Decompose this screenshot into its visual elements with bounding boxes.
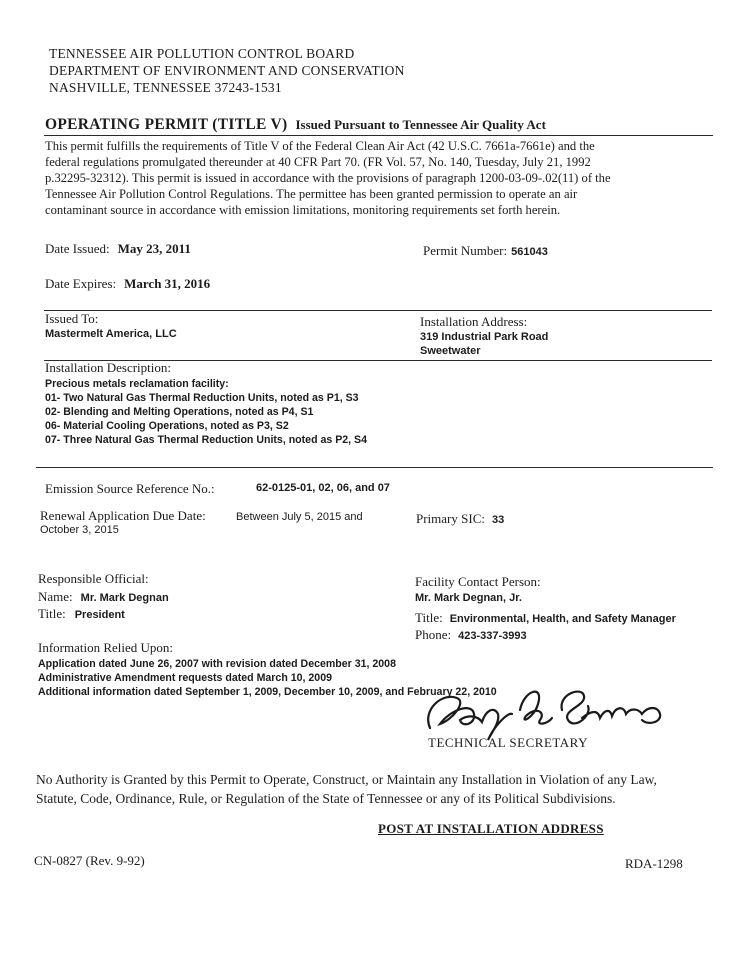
agency-name: TENNESSEE AIR POLLUTION CONTROL BOARD bbox=[49, 46, 355, 61]
information-relied-item: Administrative Amendment requests dated March 10, 2009 bbox=[38, 672, 332, 684]
authority-notice-line-1: No Authority is Granted by this Permit to Operate, Construct, or Maintain any Installation in Violation of any Law, bbox=[36, 772, 657, 787]
date-expires-value: March 31, 2016 bbox=[124, 276, 211, 291]
installation-item: 02- Blending and Melting Operations, noted as P4, S1 bbox=[45, 406, 314, 418]
intro-line-4: Tennessee Air Pollution Control Regulations. The permittee has been granted permission to operate an air bbox=[45, 187, 578, 201]
permit-number-label: Permit Number: bbox=[423, 243, 508, 258]
installation-description-title: Precious metals reclamation facility: bbox=[45, 378, 229, 390]
date-expires bbox=[45, 275, 210, 293]
post-notice: POST AT INSTALLATION ADDRESS bbox=[378, 821, 604, 836]
emission-source-value: 62-0125-01, 02, 06, and 07 bbox=[256, 482, 390, 494]
facility-contact-title bbox=[415, 609, 676, 627]
permit-title-sub: Issued Pursuant to Tennessee Air Quality Act bbox=[295, 117, 546, 132]
renewal-label: Renewal Application Due Date: bbox=[40, 508, 206, 523]
renewal-value-2: October 3, 2015 bbox=[40, 524, 119, 536]
intro-line-2: federal regulations promulgated thereunder at 40 CFR Part 70. (FR Vol. 57, No. 140, Tuesday, July 21, 1992 bbox=[45, 155, 591, 169]
form-number: CN-0827 (Rev. 9-92) bbox=[34, 853, 145, 868]
information-relied-item: Application dated June 26, 2007 with revision dated December 31, 2008 bbox=[38, 658, 396, 670]
name-label: Name: bbox=[38, 589, 73, 604]
issued-to-value: Mastermelt America, LLC bbox=[45, 328, 177, 340]
title-label: Title: bbox=[38, 606, 66, 621]
primary-sic bbox=[416, 510, 504, 528]
primary-sic-label: Primary SIC: bbox=[416, 511, 485, 526]
phone-value: 423-337-3993 bbox=[458, 630, 527, 642]
department-name: DEPARTMENT OF ENVIRONMENT AND CONSERVATION bbox=[49, 63, 405, 78]
title-value: President bbox=[74, 609, 125, 621]
permit-number bbox=[423, 242, 548, 260]
agency-address: NASHVILLE, TENNESSEE 37243-1531 bbox=[49, 80, 282, 95]
installation-address-label: Installation Address: bbox=[420, 314, 528, 329]
date-issued-value: May 23, 2011 bbox=[117, 241, 191, 256]
information-relied-item: Additional information dated September 1, 2009, December 10, 2009, and February 22, 2010 bbox=[38, 686, 497, 698]
intro-line-3: p.32295-32312). This permit is issued in accordance with the provisions of paragraph 1200-03-09-.02(11) of the bbox=[45, 171, 611, 185]
authority-notice-line-2: Statute, Code, Ordinance, Rule, or Regulation of the State of Tennessee or any of its Political Subdivisions. bbox=[36, 791, 616, 806]
date-issued-label: Date Issued: bbox=[45, 241, 110, 256]
installation-address-line1: 319 Industrial Park Road bbox=[420, 331, 549, 343]
responsible-official-name bbox=[38, 588, 169, 606]
responsible-official-title bbox=[38, 605, 125, 623]
permit-title-main: OPERATING PERMIT (TITLE V) bbox=[45, 116, 288, 133]
installation-item: 01- Two Natural Gas Thermal Reduction Units, noted as P1, S3 bbox=[45, 392, 359, 404]
intro-line-5: contaminant source in accordance with emission limitations, monitoring requirements set forth herein. bbox=[45, 203, 561, 217]
issued-to-label: Issued To: bbox=[45, 311, 99, 326]
information-relied-label: Information Relied Upon: bbox=[38, 640, 174, 655]
permit-number-value: 561043 bbox=[511, 246, 548, 258]
technical-secretary-title: TECHNICAL SECRETARY bbox=[428, 735, 589, 750]
installation-address-line2: Sweetwater bbox=[420, 345, 481, 357]
facility-contact-name: Mr. Mark Degnan, Jr. bbox=[415, 592, 522, 604]
date-expires-label: Date Expires: bbox=[45, 276, 117, 291]
rda-number: RDA-1298 bbox=[625, 856, 683, 871]
section-rule-1 bbox=[44, 310, 712, 311]
primary-sic-value: 33 bbox=[491, 514, 505, 526]
intro-line-1: This permit fulfills the requirements of Title V of the Federal Clean Air Act (42 U.S.C. 7661a-7661e) and the bbox=[45, 139, 595, 153]
emission-source-label: Emission Source Reference No.: bbox=[45, 481, 215, 496]
responsible-official-label: Responsible Official: bbox=[38, 571, 149, 586]
title-value: Environmental, Health, and Safety Manager bbox=[449, 613, 676, 625]
installation-item: 06- Material Cooling Operations, noted as P3, S2 bbox=[45, 420, 289, 432]
name-value: Mr. Mark Degnan bbox=[80, 592, 169, 604]
facility-contact-phone bbox=[415, 626, 527, 644]
section-rule-3 bbox=[36, 467, 713, 468]
title-label: Title: bbox=[415, 610, 443, 625]
phone-label: Phone: bbox=[415, 627, 452, 642]
renewal-value-1: Between July 5, 2015 and bbox=[236, 511, 363, 523]
permit-title bbox=[45, 116, 546, 134]
title-rule bbox=[44, 135, 713, 136]
installation-description-label: Installation Description: bbox=[45, 360, 172, 375]
installation-item: 07- Three Natural Gas Thermal Reduction Units, noted as P2, S4 bbox=[45, 434, 368, 446]
date-issued bbox=[45, 240, 191, 258]
facility-contact-label: Facility Contact Person: bbox=[415, 574, 541, 589]
